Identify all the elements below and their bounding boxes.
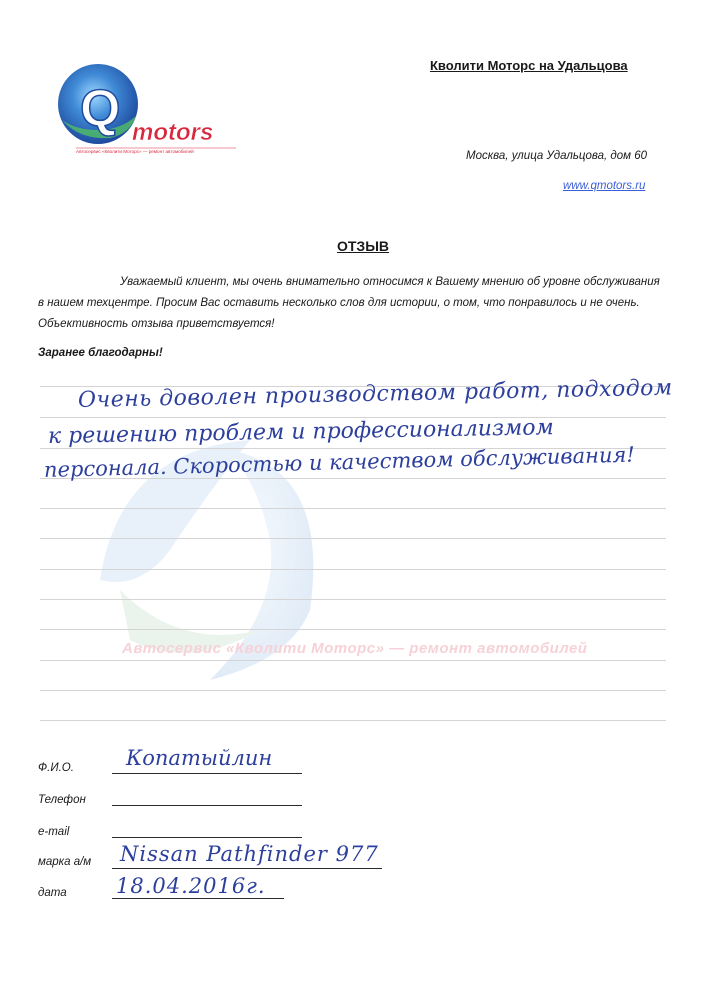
watermark-text: Автосервис «Кволити Моторс» — ремонт автомобилей xyxy=(122,640,588,657)
review-line-3: персонала. Скоростью и качеством обслуживания! xyxy=(43,442,636,482)
company-name: Кволити Моторс на Удальцова xyxy=(430,58,628,73)
car-value: Nissan Pathfinder 977 xyxy=(120,842,379,866)
email-label: e-mail xyxy=(38,826,70,838)
thanks-text: Заранее благодарны! xyxy=(38,347,163,359)
fio-field[interactable] xyxy=(112,773,302,774)
email-field[interactable] xyxy=(112,837,302,838)
website-link[interactable]: www.qmotors.ru xyxy=(563,180,646,192)
page-title: ОТЗЫВ xyxy=(336,238,390,254)
fio-label: Ф.И.О. xyxy=(38,762,74,774)
car-field[interactable] xyxy=(112,868,382,869)
review-line-2: к решению проблем и профессионализмом xyxy=(47,415,554,449)
logo-word: motors xyxy=(132,119,214,146)
company-address: Москва, улица Удальцова, дом 60 xyxy=(466,150,647,162)
car-label: марка а/м xyxy=(38,856,92,868)
intro-paragraph: Уважаемый клиент, мы очень внимательно относимся к Вашему мнению об уровне обслуживания в нашем техцентре. Просим Вас оставить несколько слов для истории, о том, что понравилось и не очень. Объективность отзыва приветствуется! xyxy=(38,276,660,330)
qmotors-logo xyxy=(50,60,240,160)
review-line-1: Очень доволен производством работ, подходом xyxy=(77,375,673,413)
date-label: дата xyxy=(38,887,67,899)
logo-q: Q xyxy=(80,80,121,138)
date-field[interactable] xyxy=(112,898,284,899)
phone-label: Телефон xyxy=(38,794,86,806)
logo-tagline: Автосервис «Кволити Моторс» — ремонт автомобилей xyxy=(76,149,194,154)
fio-value: Копатыйлин xyxy=(126,746,273,770)
phone-field[interactable] xyxy=(112,805,302,806)
date-value: 18.04.2016г. xyxy=(116,874,266,898)
